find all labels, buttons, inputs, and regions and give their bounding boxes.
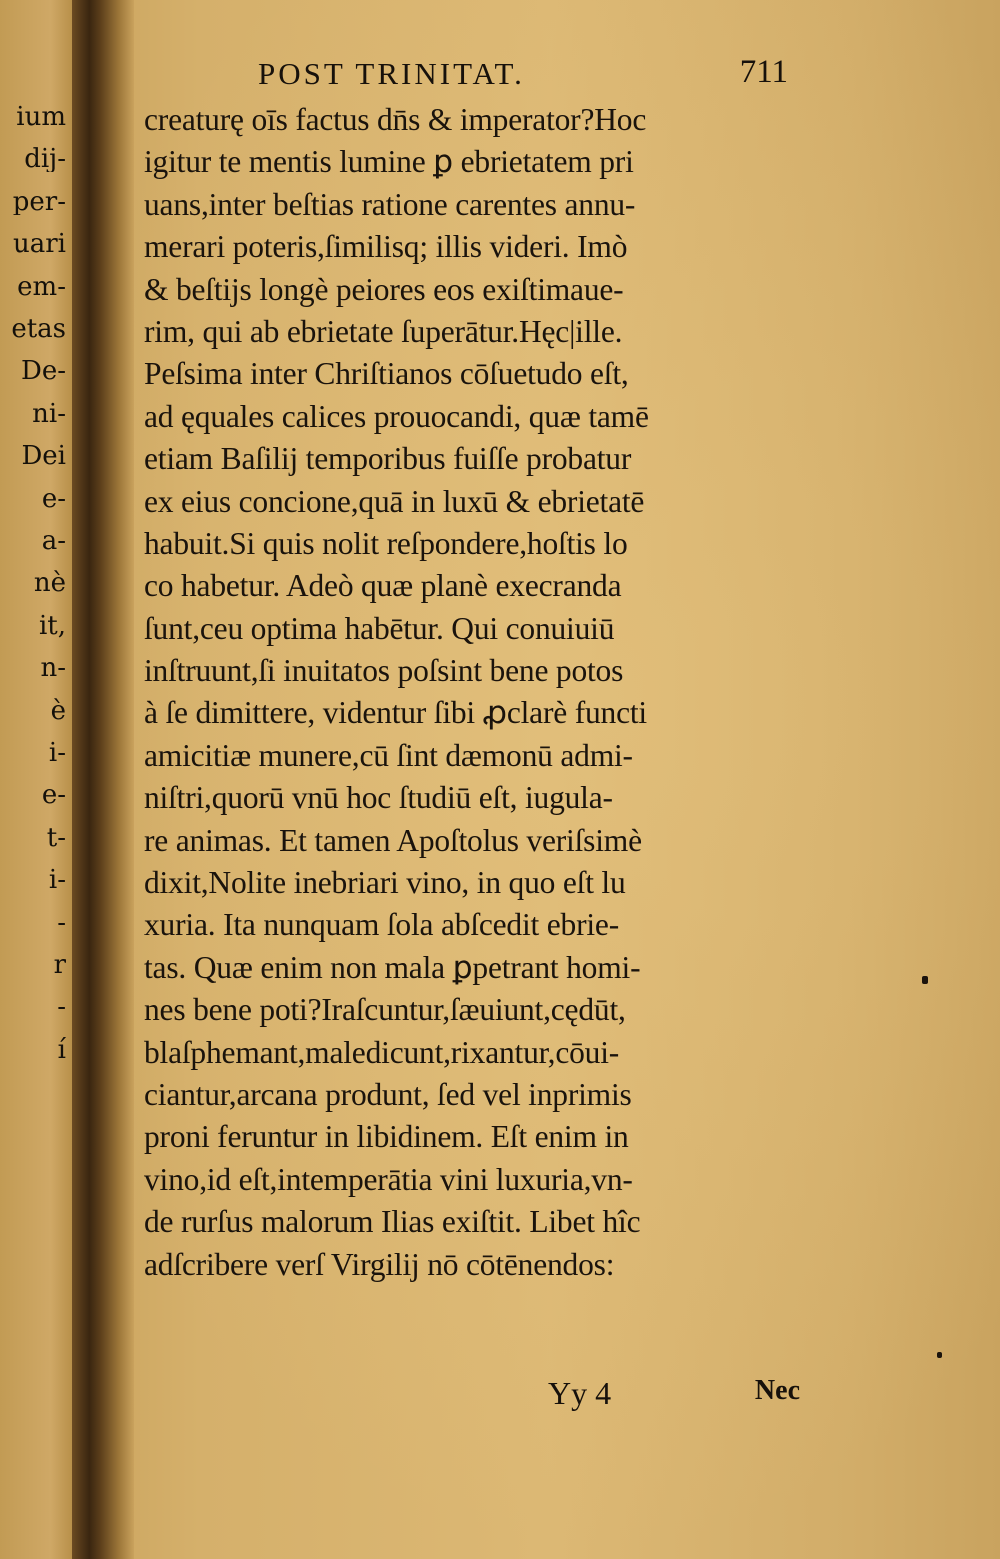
facing-page-fragment: t- [46,824,66,851]
book-gutter [72,0,134,1559]
text-line: dixit,Nolite inebriari vino, in quo eſt lu [144,865,626,901]
page-number: 711 [739,54,788,90]
text-line: à ſe dimittere, videntur ſibi ꝓclarè functi [144,695,647,731]
facing-page-fragment: Dei [21,443,66,470]
facing-page-fragment: ni- [32,400,66,427]
facing-page-fragment: n- [40,655,66,682]
signature-mark: Yy 4 [548,1375,612,1411]
text-line: inſtruunt,ſi inuitatos poſsint bene potos [144,653,624,689]
text-line: amicitiæ munere,cū ſint dæmonū admi- [144,737,633,773]
text-line: igitur te mentis lumine ꝑ ebrietatem pri [144,144,634,180]
facing-page-fragment: per- [12,188,66,215]
text-line: co habetur. Adeò quæ planè execranda [144,568,622,604]
facing-page-fragment: e- [41,485,66,512]
text-line: ex eius concione,quā in luxū & ebrietatē [144,483,645,519]
facing-page-fragment: ium [16,104,66,130]
text-line: ciantur,arcana produnt, ſed vel inprimis [144,1076,632,1112]
text-line: & beſtijs longè peiores eos exiſtimaue- [144,271,624,307]
facing-page-fragment: i- [48,867,66,894]
text-line: ſunt,ceu optima habētur. Qui conuiuiū [144,610,615,646]
text-line: habuit.Si quis nolit reſpondere,hoſtis lo [144,525,628,561]
facing-page-fragment: uari [13,231,66,258]
facing-page-fragment: r [53,952,66,978]
text-line: vino,id eſt,intemperātia vini luxuria,vn- [144,1161,633,1197]
facing-page-fragment: - [57,909,66,936]
facing-page-fragment: dij- [24,146,66,173]
text-line: proni feruntur in libidinem. Eſt enim in [144,1119,629,1155]
text-line: adſcribere verſ Virgilij nō cōtēnendos: [144,1246,615,1282]
facing-page-fragment: etas [11,316,66,342]
text-line: nes bene poti?Iraſcuntur,ſæuiunt,cędūt, [144,992,626,1028]
text-line: tas. Quæ enim non mala ꝑpetrant homi- [144,949,641,985]
text-line: rim, qui ab ebrietate ſuperātur.Hęc|ille. [144,313,623,349]
text-line: ad ęquales calices prouocandi, quæ tamē [144,398,649,434]
text-line: uans,inter beſtias ratione carentes annu- [144,186,636,222]
facing-page-fragment: De- [20,358,66,385]
text-line: re animas. Et tamen Apoſtolus veriſsimè [144,822,642,858]
text-line: etiam Baſilij temporibus fuiſſe probatur [144,441,632,477]
text-line: de rurſus malorum Ilias exiſtit. Libet hîc [144,1204,641,1240]
main-text-block [144,99,794,1286]
facing-page-fragment: nè [33,570,66,597]
facing-page-fragment: - [57,994,66,1021]
facing-page-fragment: e- [41,782,66,809]
ink-speck [922,976,928,984]
text-line: blaſphemant,maledicunt,rixantur,cōui- [144,1034,620,1070]
facing-page-fragment: em- [17,273,66,300]
facing-page-fragment: í [57,1036,66,1063]
page-footer [540,1375,800,1415]
facing-page-edge [0,0,72,1559]
text-line: xuria. Ita nunquam ſola abſcedit ebrie- [144,907,620,943]
catchword: Nec [754,1375,800,1406]
facing-page-fragment: i- [48,740,66,766]
text-line: creaturę oīs factus dn̄s & imperator?Hoc [144,102,647,137]
running-title: POST TRINITAT. [258,56,525,91]
text-line: merari poteris,ſimilisq; illis videri. Imò [144,229,628,265]
facing-page-fragment: è [50,697,66,724]
facing-page-fragment: it, [38,612,66,639]
facing-page-fragment: a- [41,528,66,554]
running-head [258,54,798,94]
text-line: niſtri,quorū vnū hoc ſtudiū eſt, iugula- [144,780,613,816]
text-line: Peſsima inter Chriſtianos cōſuetudo eſt, [144,356,629,392]
ink-speck [937,1352,942,1358]
